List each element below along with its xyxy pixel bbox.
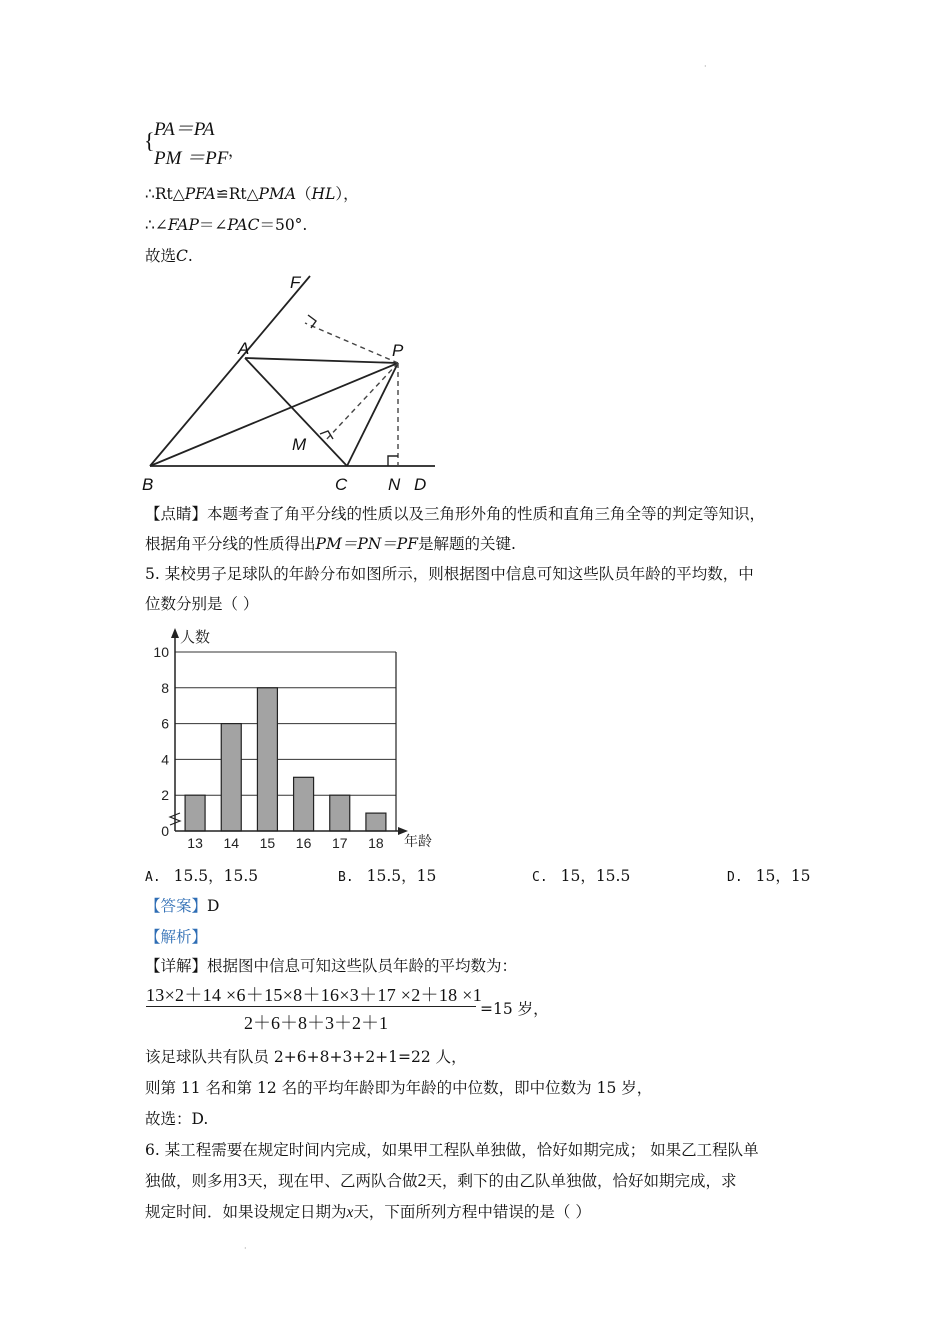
bar-age-14 [221, 724, 241, 831]
bar-age-16 [294, 777, 314, 831]
label-m: M [292, 435, 307, 454]
answer-line [145, 894, 219, 916]
header-mark: · [704, 62, 707, 71]
q6-text: 天，下面所列方程中错误的是（ ） [353, 1203, 591, 1221]
angle-fap: FAP [167, 216, 199, 234]
dianjing-equation: PM＝PN＝PF [315, 535, 418, 553]
label-n: N [388, 475, 401, 494]
q5-line-1: 5. 某校男子足球队的年龄分布如图所示，则根据图中信息可知这些队员年龄的平均数，中 [145, 565, 754, 583]
angle-pac: PAC [227, 216, 260, 234]
option-b-label: B. [338, 870, 354, 885]
dianjing-text: 是解题的关键. [418, 535, 516, 553]
proof-text: （ [296, 185, 312, 203]
y-axis-label: 人数 [180, 629, 211, 646]
x-tick-label: 17 [331, 835, 348, 851]
option-b [338, 864, 436, 886]
dashed-pm [325, 363, 398, 441]
option-a [145, 864, 258, 886]
choice-c: C [176, 247, 188, 265]
label-f: F [290, 273, 301, 292]
proof-text: ∴Rt△ [145, 185, 185, 203]
x-tick-label: 18 [368, 835, 384, 851]
dianjing-line-2 [145, 532, 516, 554]
mean-numerator: 13×2＋14 ×6＋15×8＋16×3＋17 ×2＋18 ×1 [146, 985, 483, 1005]
geometry-figure [140, 268, 445, 496]
y-tick-label: 8 [161, 679, 169, 696]
analysis-tag: 【解析】 [145, 928, 208, 946]
detail-line-2: 该足球队共有队员 2+6+8+3+2+1=22 人， [145, 1048, 467, 1066]
system-comma: ， [228, 143, 245, 160]
triangle-pma: PMA [258, 185, 297, 203]
footer-mark: · [244, 1244, 247, 1253]
option-c [532, 864, 630, 886]
option-a-text: 15.5，15.5 [173, 867, 259, 885]
detail-intro: 【详解】根据图中信息可知这些队员年龄的平均数为： [145, 957, 518, 975]
option-c-text: 15，15.5 [560, 867, 631, 885]
option-b-text: 15.5，15 [366, 867, 437, 885]
proof-text: ＝∠ [198, 216, 228, 234]
q6-text: 天，剩下的由乙队单独做，恰好如期完成，求 [426, 1172, 737, 1190]
line-cp [347, 363, 398, 466]
y-tick-label: 0 [161, 823, 169, 839]
proof-text: ≌Rt△ [215, 185, 259, 203]
line-bf [150, 276, 310, 466]
system-line-1: PA＝PA [154, 119, 215, 140]
axis-break-icon [170, 813, 180, 825]
right-angle-m [320, 431, 333, 439]
detail-line-4: 故选：D. [145, 1110, 209, 1128]
proof-text: . [187, 247, 193, 265]
proof-text: ∴∠ [145, 216, 168, 234]
label-p: P [392, 341, 404, 360]
dianjing-line-1: 【点睛】本题考查了角平分线的性质以及三角形外角的性质和直角三角全等的判定等知识， [145, 505, 766, 523]
option-a-label: A. [145, 870, 161, 885]
x-tick-label: 16 [295, 835, 312, 851]
option-d-text: 15，15 [755, 867, 811, 885]
q6-text: 天，现在甲、乙两队合做 [247, 1172, 418, 1190]
label-b: B [142, 475, 154, 494]
system-brace: { [144, 128, 155, 153]
x-tick-label: 13 [187, 835, 203, 851]
dashed-pf [305, 323, 398, 363]
y-tick-label: 2 [161, 787, 169, 804]
q6-text: 独做，则多用 [145, 1172, 239, 1190]
answer-tag: 【答案】 [145, 897, 208, 915]
label-a: A [238, 339, 250, 358]
mean-denominator: 2＋6＋8＋3＋2＋1 [244, 1013, 388, 1033]
option-c-label: C. [532, 870, 548, 885]
proof-line-1 [145, 182, 359, 204]
proof-text: ）， [335, 185, 359, 203]
x-tick-label: 14 [223, 835, 240, 851]
label-d: D [414, 475, 427, 494]
y-tick-label: 6 [161, 715, 169, 732]
bar-age-15 [257, 688, 277, 831]
q6-number-3: 3 [238, 1170, 248, 1190]
system-line-2: PM ＝PF [154, 148, 229, 169]
fraction-bar [146, 1006, 476, 1007]
option-d-label: D. [727, 870, 743, 885]
q6-line-1: 6. 某工程需要在规定时间内完成，如果甲工程队单独做，恰好如期完成； 如果乙工程队单 [145, 1141, 759, 1159]
triangle-pfa: PFA [184, 185, 216, 203]
line-ap [245, 358, 398, 363]
q6-line-2 [145, 1169, 737, 1191]
proof-line-2 [145, 213, 307, 235]
label-c: C [335, 475, 348, 494]
q6-number-2: 2 [417, 1170, 427, 1190]
bar-age-13 [185, 795, 205, 831]
y-tick-label: 10 [153, 644, 169, 660]
hl-criterion: HL [311, 185, 336, 203]
proof-text: 故选 [145, 247, 177, 265]
proof-line-3 [145, 244, 193, 266]
x-axis-label: 年龄 [404, 833, 432, 849]
right-angle-f [308, 315, 316, 328]
y-axis-arrow [171, 628, 179, 638]
proof-text: ＝50°. [259, 216, 308, 234]
mean-result: =15 岁， [480, 1000, 549, 1018]
right-angle-n [388, 456, 398, 466]
answer-value: D [207, 897, 220, 915]
q6-line-3 [145, 1200, 591, 1222]
bar-age-17 [330, 795, 350, 831]
q6-variable-x: x [346, 1204, 354, 1221]
age-bar-chart [140, 624, 440, 856]
dianjing-text: 根据角平分线的性质得出 [145, 535, 316, 553]
detail-line-3: 则第 11 名和第 12 名的平均年龄即为年龄的中位数，即中位数为 15 岁， [145, 1079, 653, 1097]
x-tick-label: 15 [259, 835, 276, 851]
bar-age-18 [366, 813, 386, 831]
line-bp [150, 363, 398, 466]
q6-text: 规定时间．如果设规定日期为 [145, 1203, 347, 1221]
y-tick-label: 4 [161, 751, 169, 768]
option-d [727, 864, 811, 886]
q5-line-2: 位数分别是（ ） [145, 595, 259, 613]
